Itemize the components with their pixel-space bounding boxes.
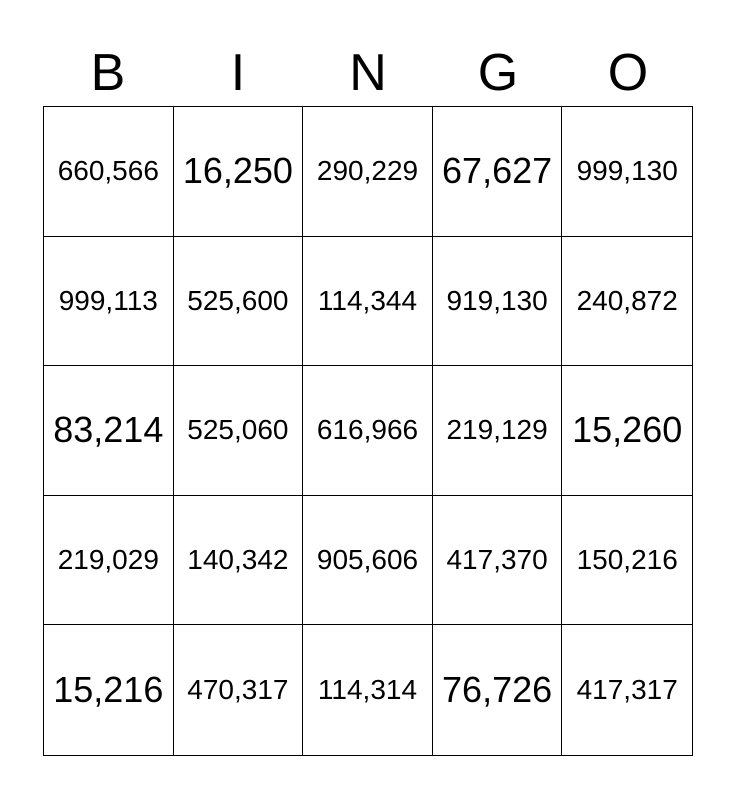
header-letter-i: I xyxy=(230,44,246,102)
header-letter-b: B xyxy=(90,44,126,102)
bingo-cell[interactable]: 417,370 xyxy=(433,496,563,626)
bingo-cell[interactable]: 15,216 xyxy=(44,625,174,755)
bingo-cell[interactable]: 140,342 xyxy=(174,496,304,626)
bingo-cell[interactable]: 470,317 xyxy=(174,625,304,755)
header-letter-n: N xyxy=(349,44,387,102)
bingo-cell[interactable]: 83,214 xyxy=(44,366,174,496)
bingo-cell[interactable]: 905,606 xyxy=(303,496,433,626)
bingo-cell[interactable]: 114,314 xyxy=(303,625,433,755)
bingo-cell[interactable]: 219,029 xyxy=(44,496,174,626)
bingo-cell[interactable]: 290,229 xyxy=(303,107,433,237)
bingo-cell[interactable]: 999,130 xyxy=(562,107,692,237)
bingo-cell[interactable]: 76,726 xyxy=(433,625,563,755)
bingo-cell[interactable]: 150,216 xyxy=(562,496,692,626)
header-letter-g: G xyxy=(477,44,519,102)
bingo-cell[interactable]: 616,966 xyxy=(303,366,433,496)
bingo-cell[interactable]: 219,129 xyxy=(433,366,563,496)
bingo-grid xyxy=(43,106,693,756)
bingo-cell[interactable]: 417,317 xyxy=(576,674,678,706)
bingo-cell[interactable]: 919,130 xyxy=(433,237,563,367)
bingo-cell[interactable]: 67,627 xyxy=(433,107,563,237)
bingo-cell[interactable]: 660,566 xyxy=(44,107,174,237)
header-letter-o: O xyxy=(607,44,649,102)
bingo-cell[interactable]: 114,344 xyxy=(303,237,433,367)
bingo-cell[interactable]: 999,113 xyxy=(44,237,174,367)
bingo-cell[interactable]: 240,872 xyxy=(562,237,692,367)
bingo-cell[interactable]: 525,600 xyxy=(174,237,304,367)
bingo-header xyxy=(43,40,693,106)
bingo-cell[interactable]: 525,060 xyxy=(174,366,304,496)
bingo-cell[interactable]: 16,250 xyxy=(174,107,304,237)
bingo-cell[interactable]: 15,260 xyxy=(562,366,692,496)
